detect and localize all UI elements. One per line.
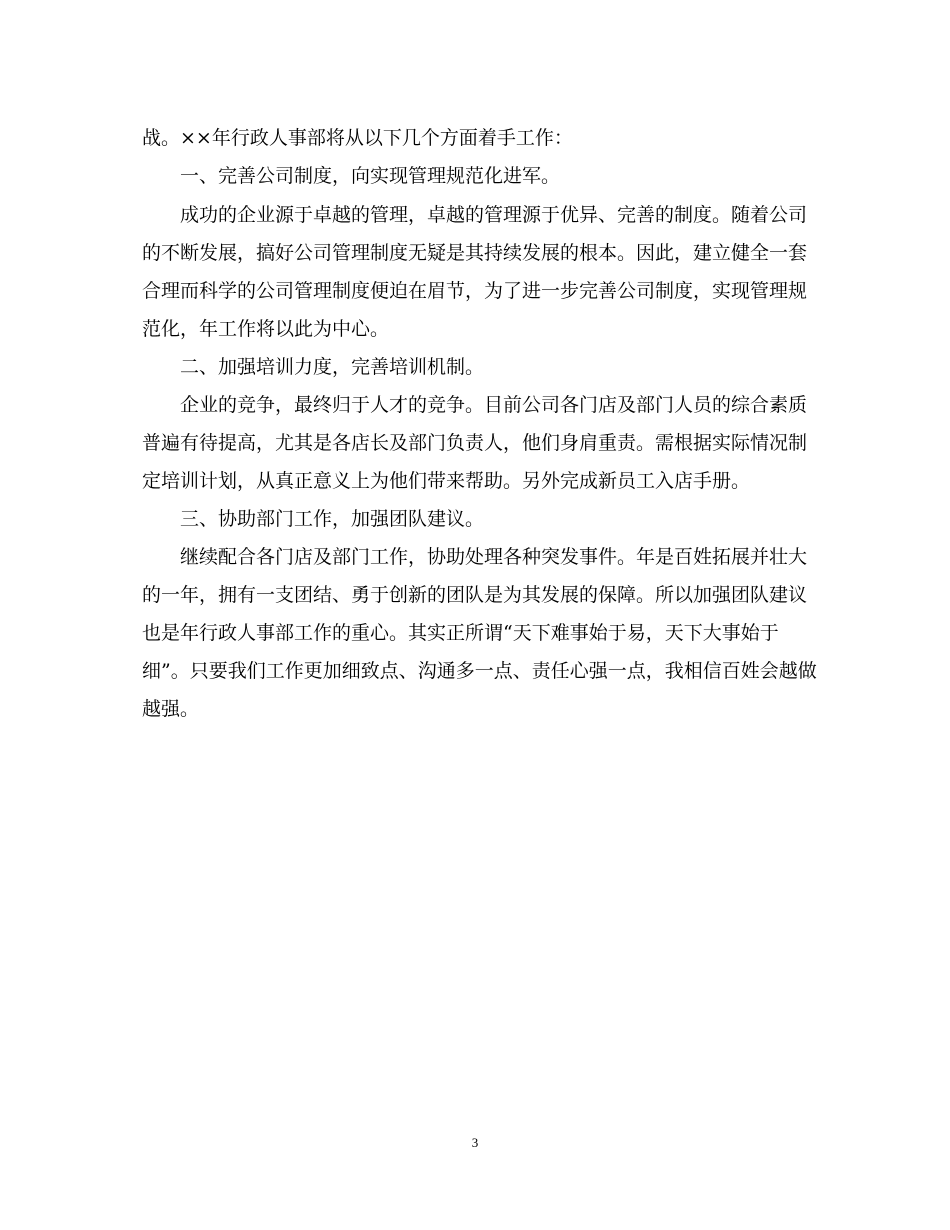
- paragraph-line: 越强。: [142, 698, 200, 720]
- paragraph-line: 普遍有待提高，尤其是各店长及部门负责人，他们身肩重责。需根据实际情况制: [142, 432, 808, 454]
- section-heading-3: 三、协助部门工作，加强团队建议。: [180, 508, 485, 530]
- paragraph-line: 继续配合各门店及部门工作，协助处理各种突发事件。年是百姓拓展并壮大: [180, 546, 808, 568]
- page-number: 3: [471, 1135, 479, 1150]
- paragraph-line: 定培训计划，从真正意义上为他们带来帮助。另外完成新员工入店手册。: [142, 470, 751, 492]
- paragraph-line: 细”。只要我们工作更加细致点、沟通多一点、责任心强一点，我相信百姓会越做: [142, 660, 817, 682]
- paragraph-line: 的不断发展，搞好公司管理制度无疑是其持续发展的根本。因此，建立健全一套: [142, 242, 808, 264]
- section-heading-2: 二、加强培训力度，完善培训机制。: [180, 356, 485, 378]
- paragraph-line: 的一年，拥有一支团结、勇于创新的团队是为其发展的保障。所以加强团队建议: [142, 584, 808, 606]
- paragraph-line: 企业的竞争，最终归于人才的竞争。目前公司各门店及部门人员的综合素质: [180, 394, 808, 416]
- paragraph-line: 合理而科学的公司管理制度便迫在眉节，为了进一步完善公司制度，实现管理规: [142, 280, 808, 302]
- paragraph-line: 成功的企业源于卓越的管理，卓越的管理源于优异、完善的制度。随着公司: [180, 204, 808, 226]
- paragraph-line: 也是年行政人事部工作的重心。其实正所谓“天下难事始于易，天下大事始于: [142, 622, 779, 644]
- section-heading-1: 一、完善公司制度，向实现管理规范化进军。: [180, 165, 561, 187]
- paragraph-line: 战。××年行政人事部将从以下几个方面着手工作：: [142, 127, 573, 149]
- paragraph-line: 范化，年工作将以此为中心。: [142, 318, 390, 340]
